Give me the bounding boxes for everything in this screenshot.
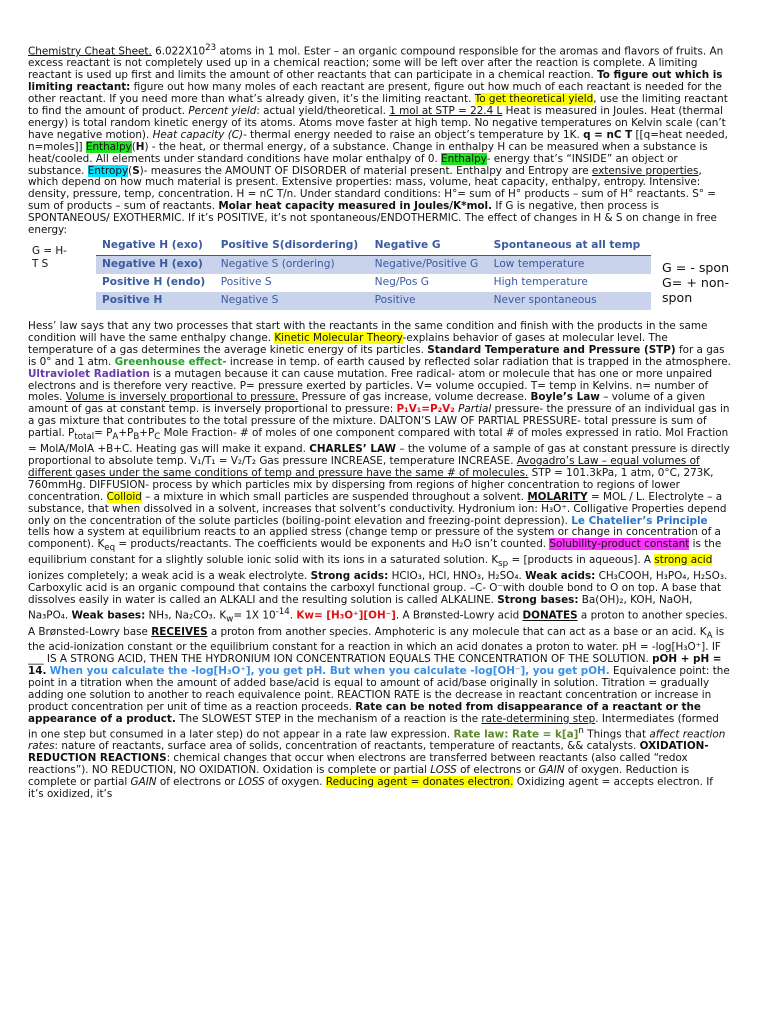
- italic-run: affect reaction rates: [28, 728, 726, 753]
- text-run: : chemical changes that occur when electrons are transferred between reactants (also called “redox reactions”). NO REDUCTION, NO OXIDATION. Oxidation is complete or partial: [28, 752, 688, 777]
- table-header-cell: Spontaneous at all temp: [488, 237, 651, 256]
- text-run: (: [128, 164, 133, 177]
- free-energy-table: [96, 237, 651, 310]
- text-run: ionizes completely; a weak acid is a weak electrolyte.: [28, 570, 311, 583]
- text-run: = P: [94, 427, 113, 440]
- table-cell: Negative/Positive G: [369, 255, 488, 274]
- red-formula: P₁V₁=P₂V₂: [396, 403, 455, 416]
- main-paragraph: [28, 321, 731, 801]
- text-run: +P: [139, 427, 155, 440]
- highlight-yellow: Reducing agent = donates electron.: [325, 775, 514, 788]
- text-run: – volume of a given amount of gas at constant temp. is inversely proportional to pressure:: [28, 391, 706, 416]
- bold-run: q = nC T: [583, 128, 633, 141]
- superscript: 23: [205, 43, 217, 53]
- bold-run: CHARLES’ LAW: [309, 443, 397, 456]
- text-run: – the volume of a sample of gas at constant pressure is directly proportional to absolute temp. V₁/T₁ = V₂/T₂ Gas pressure INCREASE, temperature INCREASE.: [28, 443, 730, 468]
- subscript: w: [226, 614, 234, 625]
- green-term: Greenhouse effect-: [114, 355, 227, 368]
- text-run: tells how a system at equilibrium reacts to an applied stress (change temp or pressure of the system or change in concentration of a component). K: [28, 526, 721, 551]
- bold-underlined-run: RECEIVES: [151, 625, 208, 638]
- subscript: A: [112, 432, 119, 443]
- table-cell: Negative H (exo): [96, 255, 215, 274]
- bold-run: Strong bases:: [497, 594, 579, 607]
- text-run: , use the limiting reactant to find the amount of product.: [28, 93, 728, 117]
- text-run: If G is negative, then process is SPONTANEOUS/ EXOTHERMIC. If it’s POSITIVE, it’s not spontaneous/ENDOTHERMIC. The effect of changes in H & S on change in free energy:: [28, 200, 717, 237]
- bold-run: Strong acids:: [310, 570, 389, 583]
- table-header-row: [96, 237, 651, 256]
- underlined-run: extensive properties: [591, 164, 699, 177]
- italic-run: LOSS: [430, 764, 457, 777]
- sheet-title: Chemistry Cheat Sheet.: [28, 45, 152, 58]
- subscript: B: [133, 432, 140, 443]
- bold-run: S: [132, 164, 140, 177]
- subscript: A: [706, 630, 713, 641]
- italic-run: GAIN: [538, 764, 565, 777]
- table-cell: Negative S: [215, 292, 369, 310]
- text-run: Pressure of gas increase, volume decrease.: [298, 391, 531, 404]
- intro-paragraph: [28, 43, 731, 237]
- text-run: .: [289, 609, 297, 622]
- text-run: of oxygen.: [264, 775, 326, 788]
- text-run: Equivalence point: the point in a titration when the amount of added base/acid is equal to amount of acid/base originally in solution. Titration = gradually adding one solution to another to reach equivalence point. REACTION RATE is the decrease in reactant concentration or increase in product concentration per unit of time as a reaction proceeds.: [28, 665, 730, 714]
- table-row: [96, 292, 651, 310]
- text-run: figure out how many moles of each reactant are present, figure out how much of each reactant is needed for the other reactant. If you need more than what’s already given, it’s the limiting reactant.: [28, 81, 722, 106]
- underlined-run: rate-determining step: [481, 712, 596, 725]
- text-run: - energy that’s “INSIDE” an object or substance.: [28, 152, 678, 177]
- text-run: CH₃COOH, H₃PO₄, H₂SO₃. Carboxylic acid is an organic compound that contains the carboxyl functional group. –C- O⁻with double bond to O on top. A base that dissolves easily in water is called an ALKALI and the resulting solution is called ALKALINE.: [28, 570, 728, 607]
- bold-run: To figure out which is limiting reactant:: [28, 69, 723, 94]
- text-run: for a gas is 0° and 1 atm.: [28, 343, 725, 368]
- bold-run: Weak bases:: [71, 609, 146, 622]
- blue-term: When you calculate the -log[H₃O⁺], you get pH. But when you calculate -log[OH⁻], you get pOH.: [49, 665, 610, 678]
- spontaneity-label: G = - spon G= + non- spon: [662, 259, 730, 305]
- text-run: Oxidizing agent = accepts electron. If it’s oxidized, it’s: [28, 775, 713, 800]
- text-run: a proton from another species. Amphoteric is any molecule that can act as a base or an acid. K: [207, 625, 707, 638]
- text-run: The SLOWEST STEP in the mechanism of a reaction is the: [175, 712, 482, 725]
- text-run: = 1X 10: [233, 609, 276, 622]
- table-cell: Positive H: [96, 292, 215, 310]
- bold-run: OXIDATION-REDUCTION REACTIONS: [28, 740, 709, 765]
- bold-run: Standard Temperature and Pressure (STP): [427, 343, 676, 356]
- text-run: -explains behavior of gases at molecular level. The temperature of a gas determines the average kinetic energy of its particles.: [28, 331, 668, 356]
- text-run: [[q=heat needed, n=moles]]: [28, 128, 728, 153]
- red-formula: Kw= [H₃O⁺][OH⁻]: [296, 609, 396, 622]
- text-run: : nature of reactants, surface area of solids, concentration of reactants, temperature of reactants, && catalysts.: [54, 740, 640, 753]
- table-cell: Positive S: [215, 274, 369, 292]
- text-run: of electrons or: [456, 764, 539, 777]
- text-run: Mole Fraction- # of moles of one component compared with total # of moles expressed in ratio. Mol Fraction = MolA/MolA +B+C. Heating gas will make it expand.: [28, 427, 729, 456]
- text-run: STP = 101.3kPa, 1 atm, 0°C, 273K, 760mmHg. DIFFUSION- process by which particles mix by dispersing from regions of higher concentration to regions of lower concentration.: [28, 466, 714, 503]
- table-cell: Positive: [369, 292, 488, 310]
- superscript: -14: [275, 607, 290, 618]
- highlight-green: Enthalpy: [85, 140, 132, 153]
- text-run: NH₃, Na₂CO₃. K: [145, 609, 227, 622]
- text-run: ) - the heat, or thermal energy, of a substance. Change in enthalpy H can be measured when a substance is heat/cooled. All elements under standard conditions have molar enthalpy of 0.: [28, 140, 708, 165]
- underlined-run: Avogadro’s Law – equal volumes of different gases under the same conditions of temp and pressure have the same # of molecules.: [28, 455, 700, 479]
- purple-term: Ultraviolet Radiation: [28, 367, 150, 380]
- underlined-run: 1 mol at STP = 22.4 L: [389, 105, 503, 117]
- text-run: , which depend on how much material is present. Extensive properties: mass, volume, heat capacity, enthalpy, entropy. Intensive: density, pressure, temp, concentration. H = nC T/n. Under standard conditions: H°= sum of H° products – sum of H° reactants. S° = sum of products – sum of reactants.: [28, 164, 716, 213]
- blue-term: Le Chatelier’s Principle: [571, 514, 708, 527]
- table-header-cell: Positive S(disordering): [215, 237, 369, 256]
- subscript: sp: [498, 559, 509, 570]
- table-header-cell: Negative G: [369, 237, 488, 256]
- bold-underlined-run: MOLARITY: [527, 490, 588, 503]
- text-run: - thermal energy needed to raise an object’s temperature by 1K.: [243, 128, 584, 141]
- text-run: . A Brønsted-Lowry acid: [395, 609, 523, 622]
- bold-run: Weak acids:: [525, 570, 596, 583]
- cheat-sheet-page: [28, 43, 731, 801]
- superscript: n: [578, 725, 584, 736]
- text-run: : actual yield/theoretical.: [256, 105, 390, 117]
- italic-run: GAIN: [130, 775, 157, 788]
- text-run: a proton to another species. A Brønsted-Lowry base: [28, 609, 728, 638]
- text-run: (: [131, 140, 136, 153]
- olive-term: Rate law: Rate = k[a]: [453, 728, 579, 741]
- bold-run: Molar heat capacity measured in Joules/K*mol.: [218, 200, 493, 213]
- bold-run: pOH + pH = 14.: [28, 653, 722, 678]
- text-run: 6.022X10: [151, 45, 206, 58]
- text-run: atoms in 1 mol. Ester – an organic compound responsible for the aromas and flavors of fruits. An excess reactant is not completely used up in a chemical reaction; some will be left over after the reaction is complete. A limiting reactant is used up first and limits the amount of other reactants that can participate in a chemical reaction.: [28, 45, 724, 82]
- italic-run: Partial: [454, 403, 492, 416]
- text-run: +P: [118, 427, 134, 440]
- bold-underlined-run: DONATES: [522, 609, 578, 622]
- italic-run: LOSS: [238, 775, 265, 788]
- italic-run: Heat capacity (C): [152, 128, 244, 141]
- highlight-cyan: Entropy: [87, 164, 129, 177]
- table-cell: Positive H (endo): [96, 274, 215, 292]
- text-run: Things that: [583, 728, 650, 741]
- table-cell: High temperature: [488, 274, 651, 292]
- underlined-run: Volume is inversely proportional to pressure.: [65, 391, 299, 404]
- bold-run: Rate can be noted from disappearance of a reactant or the appearance of a product.: [28, 701, 701, 725]
- highlight-magenta: Solubility-product constant: [549, 538, 690, 551]
- table-row: [96, 255, 651, 274]
- table-cell: Low temperature: [488, 255, 651, 274]
- text-run: is the equilibrium constant for a slightly soluble ionic solid with its ions in a saturated solution. K: [28, 538, 722, 567]
- highlight-yellow: Kinetic Molecular Theory: [274, 331, 403, 344]
- subscript: C: [154, 432, 161, 443]
- text-run: of oxygen. Reduction is complete or partial: [28, 764, 690, 788]
- text-run: HClO₃, HCl, HNO₃, H₂SO₄.: [388, 570, 526, 583]
- gibbs-equation-label: G = H- T S: [32, 244, 67, 270]
- bold-run: H: [135, 140, 145, 153]
- text-run: = products/reactants. The coefficients would be exponents and H₂O isn’t counted.: [115, 538, 550, 551]
- bold-run: Boyle’s Law: [530, 391, 600, 404]
- text-run: is a mutagen because it can cause mutation. Free radical- atom or molecule that has one or more unpaired electrons and is therefore very reactive. P= pressure exerted by particles. V= volume occupied. T= temp in Kelvins. n= number of moles.: [28, 367, 713, 404]
- table-cell: Negative S (ordering): [215, 255, 369, 274]
- table-cell: Neg/Pos G: [369, 274, 488, 292]
- text-run: = MOL / L. Electrolyte – a substance, that when dissolved in a solvent, increases that solvent’s conductivity. Hydronium ion: H₃O⁺. Colligative Properties depend only on the concentration of the solute particles (boiling-point elevation and freezing-point depression).: [28, 490, 727, 527]
- table-row: [96, 274, 651, 292]
- subscript: total: [74, 432, 95, 443]
- text-run: . Intermediates (formed in one step but consumed in a later step) do not appear in a rate law expression.: [28, 712, 719, 741]
- italic-run: Percent yield: [188, 105, 257, 117]
- text-run: = [products in aqueous]. A: [508, 554, 655, 567]
- text-run: of electrons or: [156, 775, 239, 788]
- highlight-yellow: Colloid: [106, 490, 142, 503]
- highlight-yellow: strong acid: [654, 554, 713, 567]
- text-run: – a mixture in which small particles are suspended throughout a solvent.: [141, 490, 528, 503]
- highlight-yellow: To get theoretical yield: [474, 93, 594, 106]
- subscript: eq: [104, 543, 116, 554]
- text-run: increase in temp. of earth caused by reflected solar radiation that is trapped in the atmosphere.: [226, 355, 731, 368]
- highlight-green: Enthalpy: [441, 152, 487, 165]
- free-energy-section: [28, 237, 731, 321]
- text-run: Ba(OH)₂, KOH, NaOH, Na₃PO₄.: [28, 594, 693, 622]
- text-run: Heat is measured in Joules. Heat (thermal energy) is total random kinetic energy of its atoms. Atoms move faster at high temp. No negative temperatures on Kelvin scale (can’t have negative motion).: [28, 105, 726, 141]
- text-run: )- measures the AMOUNT OF DISORDER of material present. Enthalpy and Entropy are: [139, 164, 592, 177]
- text-run: is the acid-ionization constant or the equilibrium constant for a reaction in which an acid donates a proton to water. pH = -log[H₃O⁺]. IF ___ IS A STRONG ACID, THEN THE HYDRONIUM ION CONCENTRATION EQUALS THE CONCENTRATION OF THE SOLUTION.: [28, 625, 725, 666]
- text-run: pressure- the pressure of an individual gas in a gas mixture that contributes to the total pressure of the mixture. DALTON’S LAW OF PARTIAL PRESSURE- total pressure is sum of partial. P: [28, 403, 730, 440]
- table-cell: Never spontaneous: [488, 292, 651, 310]
- text-run: Hess’ law says that any two processes that start with the reactants in the same condition and finish with the products in the same condition will have the same enthalpy change.: [28, 319, 708, 344]
- table-header-cell: Negative H (exo): [96, 237, 215, 256]
